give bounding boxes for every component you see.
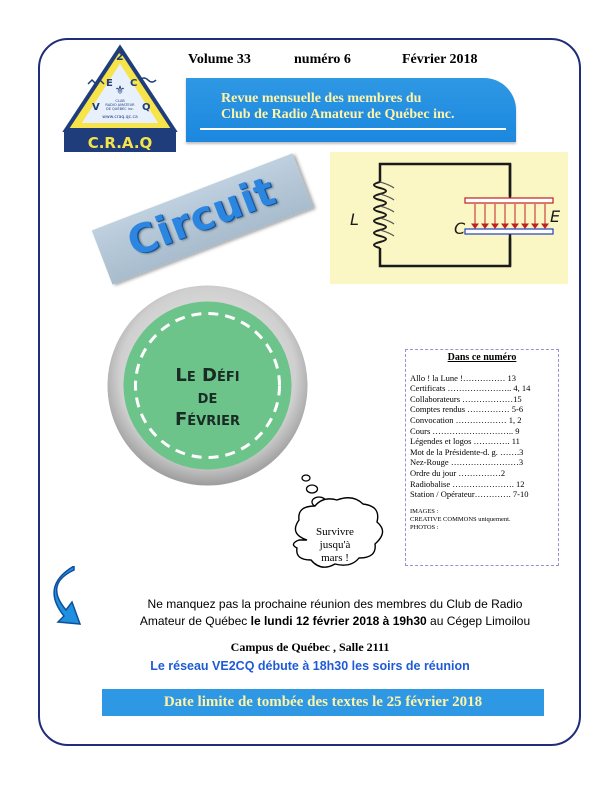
masthead <box>186 52 516 70</box>
meeting-date: le lundi 12 février 2018 à 19h30 <box>250 614 427 628</box>
banner-rule <box>200 128 506 130</box>
network-notice: Le réseau VE2CQ débute à 18h30 les soirs de réunion <box>150 659 470 673</box>
toc-notes <box>410 508 554 532</box>
toc-item[interactable]: Convocation ……………… 1, 2 <box>410 414 522 425</box>
toc-item[interactable]: Allo ! la Lune !…………… 13 <box>410 372 516 383</box>
announcement-line2-pre: Amateur de Québec <box>139 614 251 628</box>
field-label: E <box>550 207 561 226</box>
defi-line1: Le Défi <box>175 365 240 386</box>
toc-item[interactable]: Collaborateurs ………………15 <box>410 393 522 404</box>
logo-letter-q: Q <box>142 102 151 113</box>
logo-letter-e: E <box>106 78 113 89</box>
banner-line2: Club de Radio Amateur de Québec inc. <box>221 107 455 122</box>
toc-item[interactable]: Cours ……………………….. 9 <box>410 425 520 436</box>
banner-line1: Revue mensuelle des membres du <box>221 91 422 106</box>
images-label: IMAGES : <box>410 507 439 515</box>
toc-item[interactable]: Ordre du jour ……………2 <box>410 467 506 478</box>
announcement-line2 <box>100 613 570 630</box>
curved-arrow-icon <box>44 566 104 626</box>
toc-item[interactable]: Certificats ………………….. 4, 14 <box>410 383 531 394</box>
logo-letter-2: 2 <box>116 50 124 63</box>
logo-name: C.R.A.Q <box>87 134 153 152</box>
logo-letter-c: C <box>130 78 138 89</box>
images-value: CREATIVE COMMONS uniquement. <box>410 515 511 523</box>
deadline-banner: Date limite de tombée des textes le 25 février 2018 <box>102 689 544 716</box>
toc-title: Dans ce numéro <box>447 352 517 363</box>
inductor-label: L <box>350 210 359 229</box>
table-of-contents <box>405 349 559 566</box>
toc-item[interactable]: Légendes et logos …………. 11 <box>410 436 520 447</box>
logo-small-line1: CLUB <box>115 99 125 103</box>
lc-circuit-diagram <box>330 152 568 284</box>
volume-label: Volume 33 <box>188 52 251 67</box>
header-banner <box>186 78 516 142</box>
toc-item[interactable]: Comptes rendus …………… 5-6 <box>410 404 524 415</box>
logo-letter-v: V <box>92 102 100 113</box>
toc-item[interactable]: Nez-Rouge ……………………3 <box>410 457 524 468</box>
thought-line1: Survivre <box>316 526 354 538</box>
toc-item[interactable]: Mot de la Présidente-d. g. …….3 <box>410 446 524 457</box>
fleur-de-lis-icon: ⚜ <box>114 83 126 97</box>
logo-url: www.craq.qc.ca <box>102 115 138 120</box>
craq-logo <box>60 44 180 154</box>
toc-item[interactable]: Station / Opérateur…………. 7-10 <box>410 489 529 500</box>
announcement-line2-post: au Cégep Limoilou <box>426 614 531 628</box>
thought-text <box>296 526 374 565</box>
campus-location: Campus de Québec , Salle 2111 <box>230 640 390 654</box>
photos-label: PHOTOS : <box>410 523 439 531</box>
meeting-announcement <box>100 596 570 630</box>
issue-date: Février 2018 <box>402 52 478 67</box>
thought-line2: jusqu'à <box>319 539 351 551</box>
capacitor-bottom-plate <box>465 229 553 234</box>
capacitor-label: C <box>454 219 466 238</box>
defi-line3: Février <box>175 409 240 430</box>
issue-number: numéro 6 <box>294 52 351 67</box>
announcement-line1: Ne manquez pas la prochaine réunion des membres du Club de Radio <box>147 597 523 611</box>
capacitor-top-plate <box>465 198 553 203</box>
thought-line3: mars ! <box>321 552 349 564</box>
logo-small-line3: DE QUÉBEC inc. <box>106 107 134 111</box>
logo-small-line2: RADIO AMATEUR <box>105 103 135 107</box>
circuit-title: Circuit <box>121 167 283 267</box>
defi-line2: de <box>197 387 218 408</box>
defi-title <box>105 365 310 431</box>
toc-item[interactable]: Radiobalise …………………. 12 <box>410 478 525 489</box>
